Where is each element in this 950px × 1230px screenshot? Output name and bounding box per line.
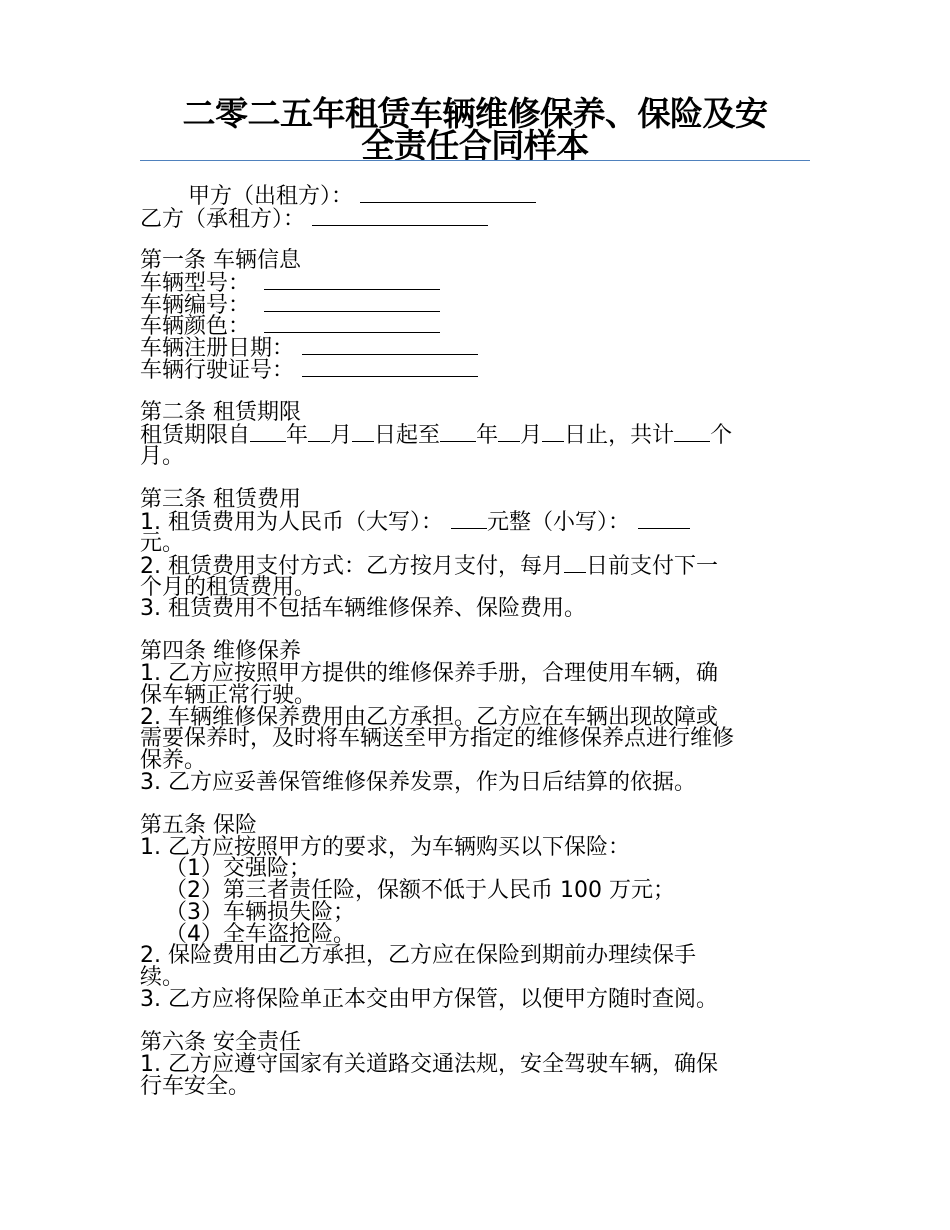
vehicle-model-line [140, 272, 440, 295]
start-year-blank [250, 424, 286, 442]
end-day-blank [542, 424, 564, 442]
title-line-2: 全责任合同样本 [361, 126, 589, 165]
safety-item-1: 1. 乙方应遵守国家有关道路交通法规，安全驾驶车辆，确保 [140, 1052, 718, 1077]
month-text-2: 月 [520, 423, 543, 448]
lease-term-text: 租赁期限自 [140, 423, 251, 448]
unit-text: 个 [710, 423, 733, 448]
fee-item-3: 3. 租赁费用不包括车辆维修保养、保险费用。 [140, 596, 586, 621]
fee-item-2-cont: 个月的租赁费用。 [140, 575, 317, 600]
insurance-sub-2: （2）第三者责任险，保额不低于人民币 100 万元； [165, 878, 675, 903]
party-b-blank [312, 208, 488, 226]
vehicle-number-blank [264, 294, 440, 312]
article-5-heading: 第五条 保险 [140, 813, 257, 838]
vehicle-reg-date-line [140, 337, 478, 360]
insurance-item-3: 3. 乙方应将保险单正本交由甲方保管，以便甲方随时查阅。 [140, 987, 718, 1012]
maint-item-1: 1. 乙方应按照甲方提供的维修保养手册，合理使用车辆，确 [140, 661, 718, 686]
document-title [140, 94, 810, 165]
fee-item-1 [140, 511, 690, 534]
party-b-line [140, 208, 488, 231]
fee-number-blank [638, 511, 690, 529]
year-text: 年 [286, 423, 309, 448]
vehicle-model-label: 车辆型号： [140, 271, 251, 296]
maint-item-2: 2. 车辆维修保养费用由乙方承担。乙方应在车辆出现故障或 [140, 705, 718, 730]
maint-item-3: 3. 乙方应妥善保管维修保养发票，作为日后结算的依据。 [140, 770, 696, 795]
vehicle-model-blank [264, 272, 440, 290]
fee-amount-text: 1. 租赁费用为人民币（大写）： [140, 510, 443, 535]
fee-payment-text: 2. 租赁费用支付方式：乙方按月支付，每月 [140, 554, 564, 579]
fee-item-1-cont: 元。 [140, 531, 185, 556]
party-a-label: 甲方（出租方）： [188, 184, 354, 209]
party-a-line [188, 185, 536, 208]
day-total-text: 日止，共计 [564, 423, 675, 448]
safety-item-1-cont: 行车安全。 [140, 1074, 251, 1099]
title-underline [140, 160, 810, 161]
vehicle-color-line [140, 315, 440, 338]
maint-item-1-cont: 保车辆正常行驶。 [140, 683, 317, 708]
vehicle-color-label: 车辆颜色： [140, 314, 251, 339]
vehicle-reg-date-blank [302, 337, 478, 355]
start-day-blank [352, 424, 374, 442]
insurance-item-1: 1. 乙方应按照甲方的要求，为车辆购买以下保险： [140, 835, 630, 860]
maint-item-2-cont: 需要保养时，及时将车辆送至甲方指定的维修保养点进行维修 [140, 726, 735, 751]
lease-term-line-2: 月。 [140, 444, 185, 469]
end-year-blank [440, 424, 476, 442]
fee-payment-text-2: 日前支付下一 [586, 554, 719, 579]
vehicle-license-blank [302, 359, 478, 377]
year-text-2: 年 [476, 423, 499, 448]
total-months-blank [674, 424, 710, 442]
day-text: 日起至 [374, 423, 441, 448]
lease-term-line-1 [140, 424, 732, 447]
month-text: 月 [330, 423, 353, 448]
vehicle-number-label: 车辆编号： [140, 293, 251, 318]
payment-day-blank [564, 555, 586, 573]
vehicle-license-line [140, 359, 478, 382]
article-1-heading: 第一条 车辆信息 [140, 248, 301, 273]
article-4-heading: 第四条 维修保养 [140, 639, 301, 664]
fee-capital-blank [451, 511, 487, 529]
article-6-heading: 第六条 安全责任 [140, 1030, 301, 1055]
insurance-item-2-cont: 续。 [140, 965, 185, 990]
vehicle-license-label: 车辆行驶证号： [140, 358, 295, 383]
maint-item-2-cont-2: 保养。 [140, 748, 207, 773]
insurance-sub-1: （1）交强险； [165, 856, 311, 881]
insurance-item-2: 2. 保险费用由乙方承担，乙方应在保险到期前办理续保手 [140, 943, 696, 968]
insurance-sub-4: （4）全车盗抢险。 [165, 922, 355, 947]
vehicle-reg-date-label: 车辆注册日期： [140, 336, 295, 361]
end-month-blank [498, 424, 520, 442]
title-line-1: 二零二五年租赁车辆维修保养、保险及安 [182, 94, 768, 133]
fee-lower-text: 元整（小写）： [486, 510, 630, 535]
party-a-blank [360, 185, 536, 203]
vehicle-color-blank [264, 315, 440, 333]
insurance-sub-3: （3）车辆损失险； [165, 900, 355, 925]
article-3-heading: 第三条 租赁费用 [140, 487, 301, 512]
party-b-label: 乙方（承租方）： [140, 207, 306, 232]
start-month-blank [308, 424, 330, 442]
article-2-heading: 第二条 租赁期限 [140, 400, 301, 425]
